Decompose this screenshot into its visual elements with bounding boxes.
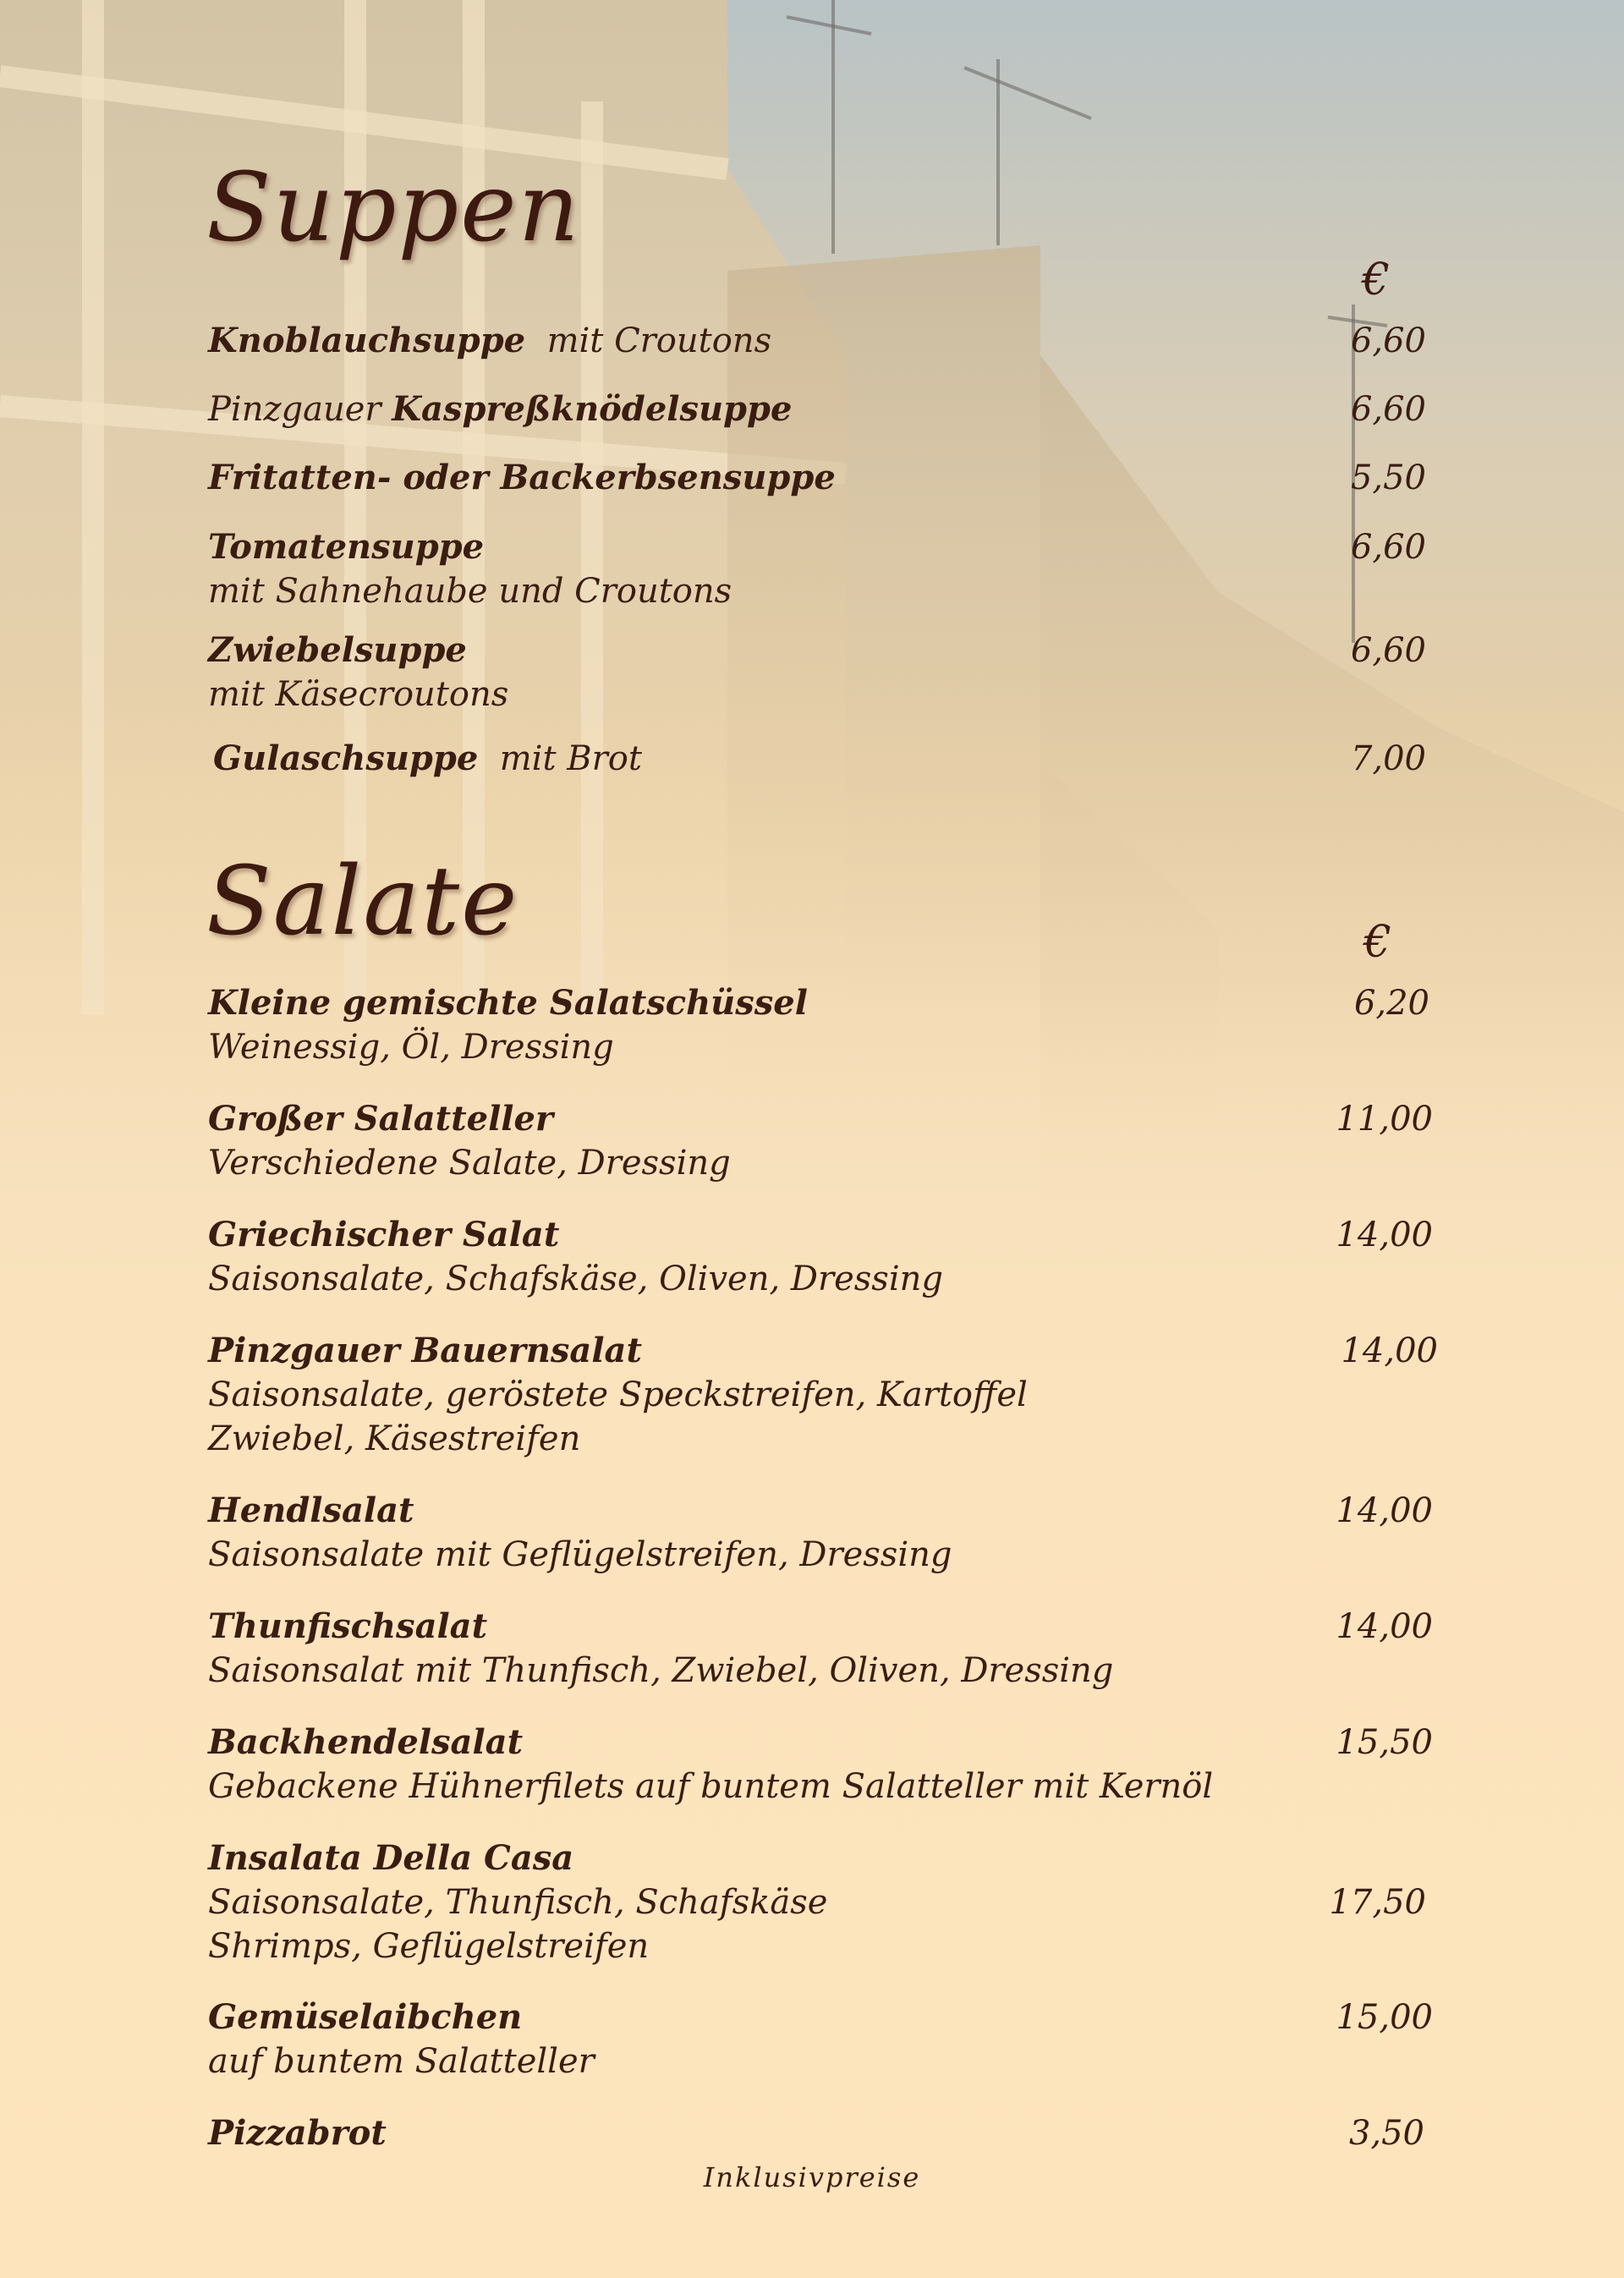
item-description: Zwiebel, Käsestreifen — [208, 1419, 581, 1458]
item-description: mit Käsecroutons — [208, 675, 509, 714]
item-description: Weinessig, Öl, Dressing — [208, 1028, 614, 1067]
item-price: 14,00 — [1336, 1216, 1433, 1254]
item-name: Zwiebelsuppe — [208, 630, 467, 670]
item-price: 6,20 — [1353, 984, 1429, 1023]
section-title-salate: Salate — [206, 847, 519, 957]
item-price: 6,60 — [1350, 321, 1426, 360]
item-description: mit Sahnehaube und Croutons — [208, 572, 732, 611]
item-price: 6,60 — [1350, 631, 1426, 670]
currency-symbol-suppen: € — [1362, 255, 1391, 305]
item-name: Pinzgauer Bauernsalat — [208, 1331, 642, 1370]
item-description: Saisonsalate mit Geflügelstreifen, Dressing — [208, 1535, 952, 1574]
item-price: 15,00 — [1336, 1998, 1433, 2037]
item-description: Shrimps, Geflügelstreifen — [208, 1927, 650, 1966]
item-inline-desc: mit Brot — [499, 739, 642, 778]
item-name: Tomatensuppe — [208, 527, 485, 567]
section-title-suppen: Suppen — [206, 153, 581, 263]
item-price: 17,50 — [1329, 1883, 1426, 1922]
item-description: auf buntem Salatteller — [208, 2042, 595, 2081]
item-price: 7,00 — [1350, 739, 1426, 778]
item-name: Thunfischsalat — [208, 1606, 488, 1646]
item-name: Griechischer Salat — [208, 1215, 560, 1254]
footer-note: Inklusivpreise — [703, 2161, 921, 2193]
item-name: Kleine gemischte Salatschüssel — [208, 983, 808, 1023]
item-prefix: Pinzgauer — [208, 390, 381, 429]
item-name: Backhendelsalat — [208, 1722, 524, 1762]
item-name: Fritatten- oder Backerbsensuppe — [208, 458, 836, 497]
item-description: Saisonsalate, Schafskäse, Oliven, Dressing — [208, 1260, 943, 1298]
item-price: 5,50 — [1350, 458, 1426, 497]
item-name: Knoblauchsuppe — [208, 321, 526, 360]
item-name: Großer Salatteller — [208, 1099, 553, 1139]
item-description: Saisonsalat mit Thunfisch, Zwiebel, Oliven, Dressing — [208, 1651, 1114, 1690]
item-price: 14,00 — [1336, 1491, 1433, 1530]
currency-symbol-salate: € — [1363, 917, 1392, 968]
item-name: Kaspreßknödelsuppe — [392, 389, 793, 429]
item-name: Gulaschsuppe — [213, 738, 479, 778]
item-inline-desc: mit Croutons — [546, 321, 772, 360]
item-description: Verschiedene Salate, Dressing — [208, 1144, 731, 1183]
item-name: Insalata Della Casa — [208, 1838, 574, 1878]
item-name: Hendlsalat — [208, 1490, 414, 1530]
item-price: 14,00 — [1336, 1607, 1433, 1646]
item-description: Saisonsalate, Thunfisch, Schafskäse — [208, 1883, 828, 1922]
item-description: Saisonsalate, geröstete Speckstreifen, Kartoffel — [208, 1375, 1028, 1414]
item-name: Gemüselaibchen — [208, 1997, 523, 2037]
item-price: 6,60 — [1350, 528, 1426, 567]
item-price: 6,60 — [1350, 390, 1426, 429]
item-description: Gebackene Hühnerfilets auf buntem Salatteller mit Kernöl — [208, 1767, 1214, 1806]
item-price: 3,50 — [1348, 2114, 1424, 2153]
item-price: 15,50 — [1336, 1723, 1433, 1762]
item-name: Pizzabrot — [208, 2113, 387, 2153]
item-price: 14,00 — [1341, 1331, 1438, 1370]
item-price: 11,00 — [1336, 1100, 1433, 1139]
